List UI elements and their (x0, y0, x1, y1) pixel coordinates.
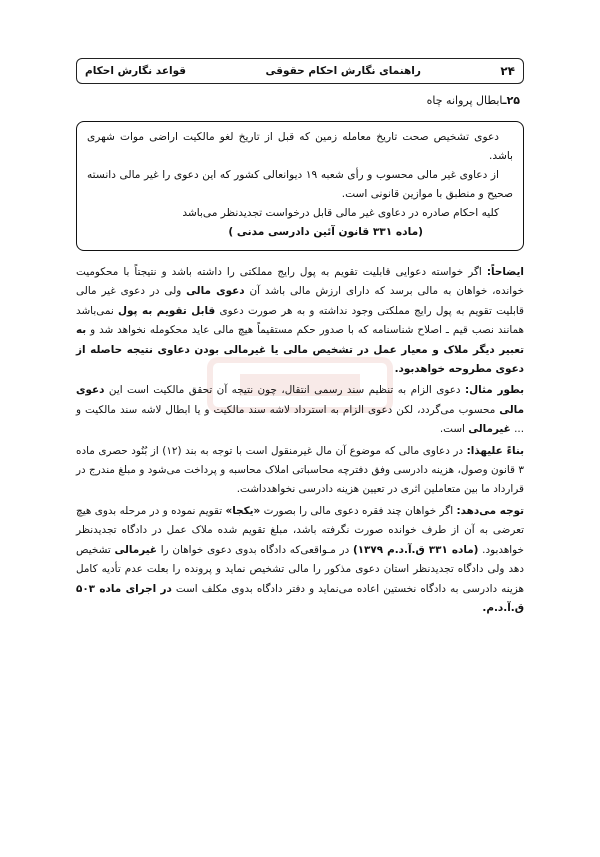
basis-paragraph: بناءً علیهذا: در دعاوی مالی که موضوع آن مال غیرمنقول است با توجه به بند (۱۲) از بُنُود حصری ماده ۳ قانون وصول، هزینه دادرسی وفق دفترچه محاسباتی املاک محاسبه و پرداخت می‌شود و مبلغ مندرج در قرارداد ما بین متعاملین اثری در تعیین هزینه دادرسی نخواهدداشت. (76, 444, 524, 496)
rule-paragraph-1: دعوی تشخیص صحت تاریخ معامله زمین که قبل از تاریخ لغو مالکیت اراضی موات شهری باشد. (87, 131, 513, 162)
section-heading (76, 94, 524, 107)
rule-citation: (ماده ۳۳۱ قانون آئین دادرسی مدنی ) (228, 226, 423, 238)
explanation-label: ایضاحاً: (486, 266, 524, 278)
section-title-text: ابطال پروانه چاه (426, 94, 503, 107)
chapter-title: قواعد نگارش احکام (85, 65, 187, 77)
document-page (76, 58, 524, 620)
note-paragraph: توجه می‌دهد: اگر خواهان چند فقره دعوی مالی را بصورت «یکجا» تقویم نموده و در مرحله بدوی هیچ تعرضی به آن از طرف خوانده صورت نگرفته باشد، مبلغ تقویم شده ملاک عمل در دادگاه تجدیدنظر خواهدبود. (ماده ۳۳۱ ق.آ.د.م ۱۳۷۹) در مـواقعی‌که دادگاه بدوی دعوی خواهان را غیرمالی تشخیص دهد ولی دادگاه تجدیدنظر استان دعوی مذکور را مالی تشخیص نماید و پرونده را بعلت عدم تأدیه کامل هزینه دادرسی به دادگاه نخستین اعاده می‌نماید و دفتر دادگاه بدوی مکلف است در اجرای ماده ۵۰۳ ق.آ.د.م. (76, 504, 525, 614)
legal-rule-box (76, 121, 524, 251)
body-text (76, 263, 524, 618)
book-title: راهنمای نگارش احکام حقوقی (265, 65, 421, 77)
page-number: ۲۴ (500, 64, 515, 78)
example-label: بطور مثال: (464, 384, 524, 397)
basis-label: بناءً علیهذا: (466, 444, 524, 457)
explanation-paragraph: ایضاحاً: اگر خواسته دعوایی قابلیت تقویم به پول رایج مملکتی را داشته باشد و نتیجتاً با محکومیت خوانده، خواهان به مالی برسد که دارای ارزش مالی باشد آن دعوی مالی ولی در دعوی غیر مالی قابلیت تقویم به پول رایج مملکتی وجود نداشته و به هر صورت دعوی قابل تقویم به پول نمی‌باشد همانند نصب قیم ـ اصلاح شناسنامه که با صدور حکم مستقیماً هیچ مالی عاید محکومله نخواهد شد و به تعبیر دیگر ملاک و معیار عمل در تشخیص مالی یا غیرمالی بودن دعاوی نتیجه حاصله از دعوی مطروحه خواهد‌بود. (76, 266, 524, 376)
section-number: ۲۵ـ (502, 94, 520, 107)
running-header (76, 58, 524, 84)
rule-paragraph-2: از دعاوی غیر مالی محسوب و رأی شعبه ۱۹ دیوانعالی کشور که این دعوی را غیر مالی دانسته صحیح و منطبق با موازین قانونی است. (87, 169, 513, 200)
note-label: توجه می‌دهد: (456, 504, 525, 517)
example-paragraph: بطور مثال: دعوی الزام به تنظیم سند رسمی انتقال، چون نتیجه آن تحقق مالکیت است این دعوی مالی محسوب می‌گردد، لکن دعوی الزام به استرداد لاشه سند مالکیت و یا ابطال لاشه سند مالکیت و ... غیرمالی است. (76, 384, 524, 436)
rule-paragraph-3: کلیه احکام صادره در دعاوی غیر مالی قابل درخواست تجدیدنظر می‌باشد (182, 207, 499, 219)
